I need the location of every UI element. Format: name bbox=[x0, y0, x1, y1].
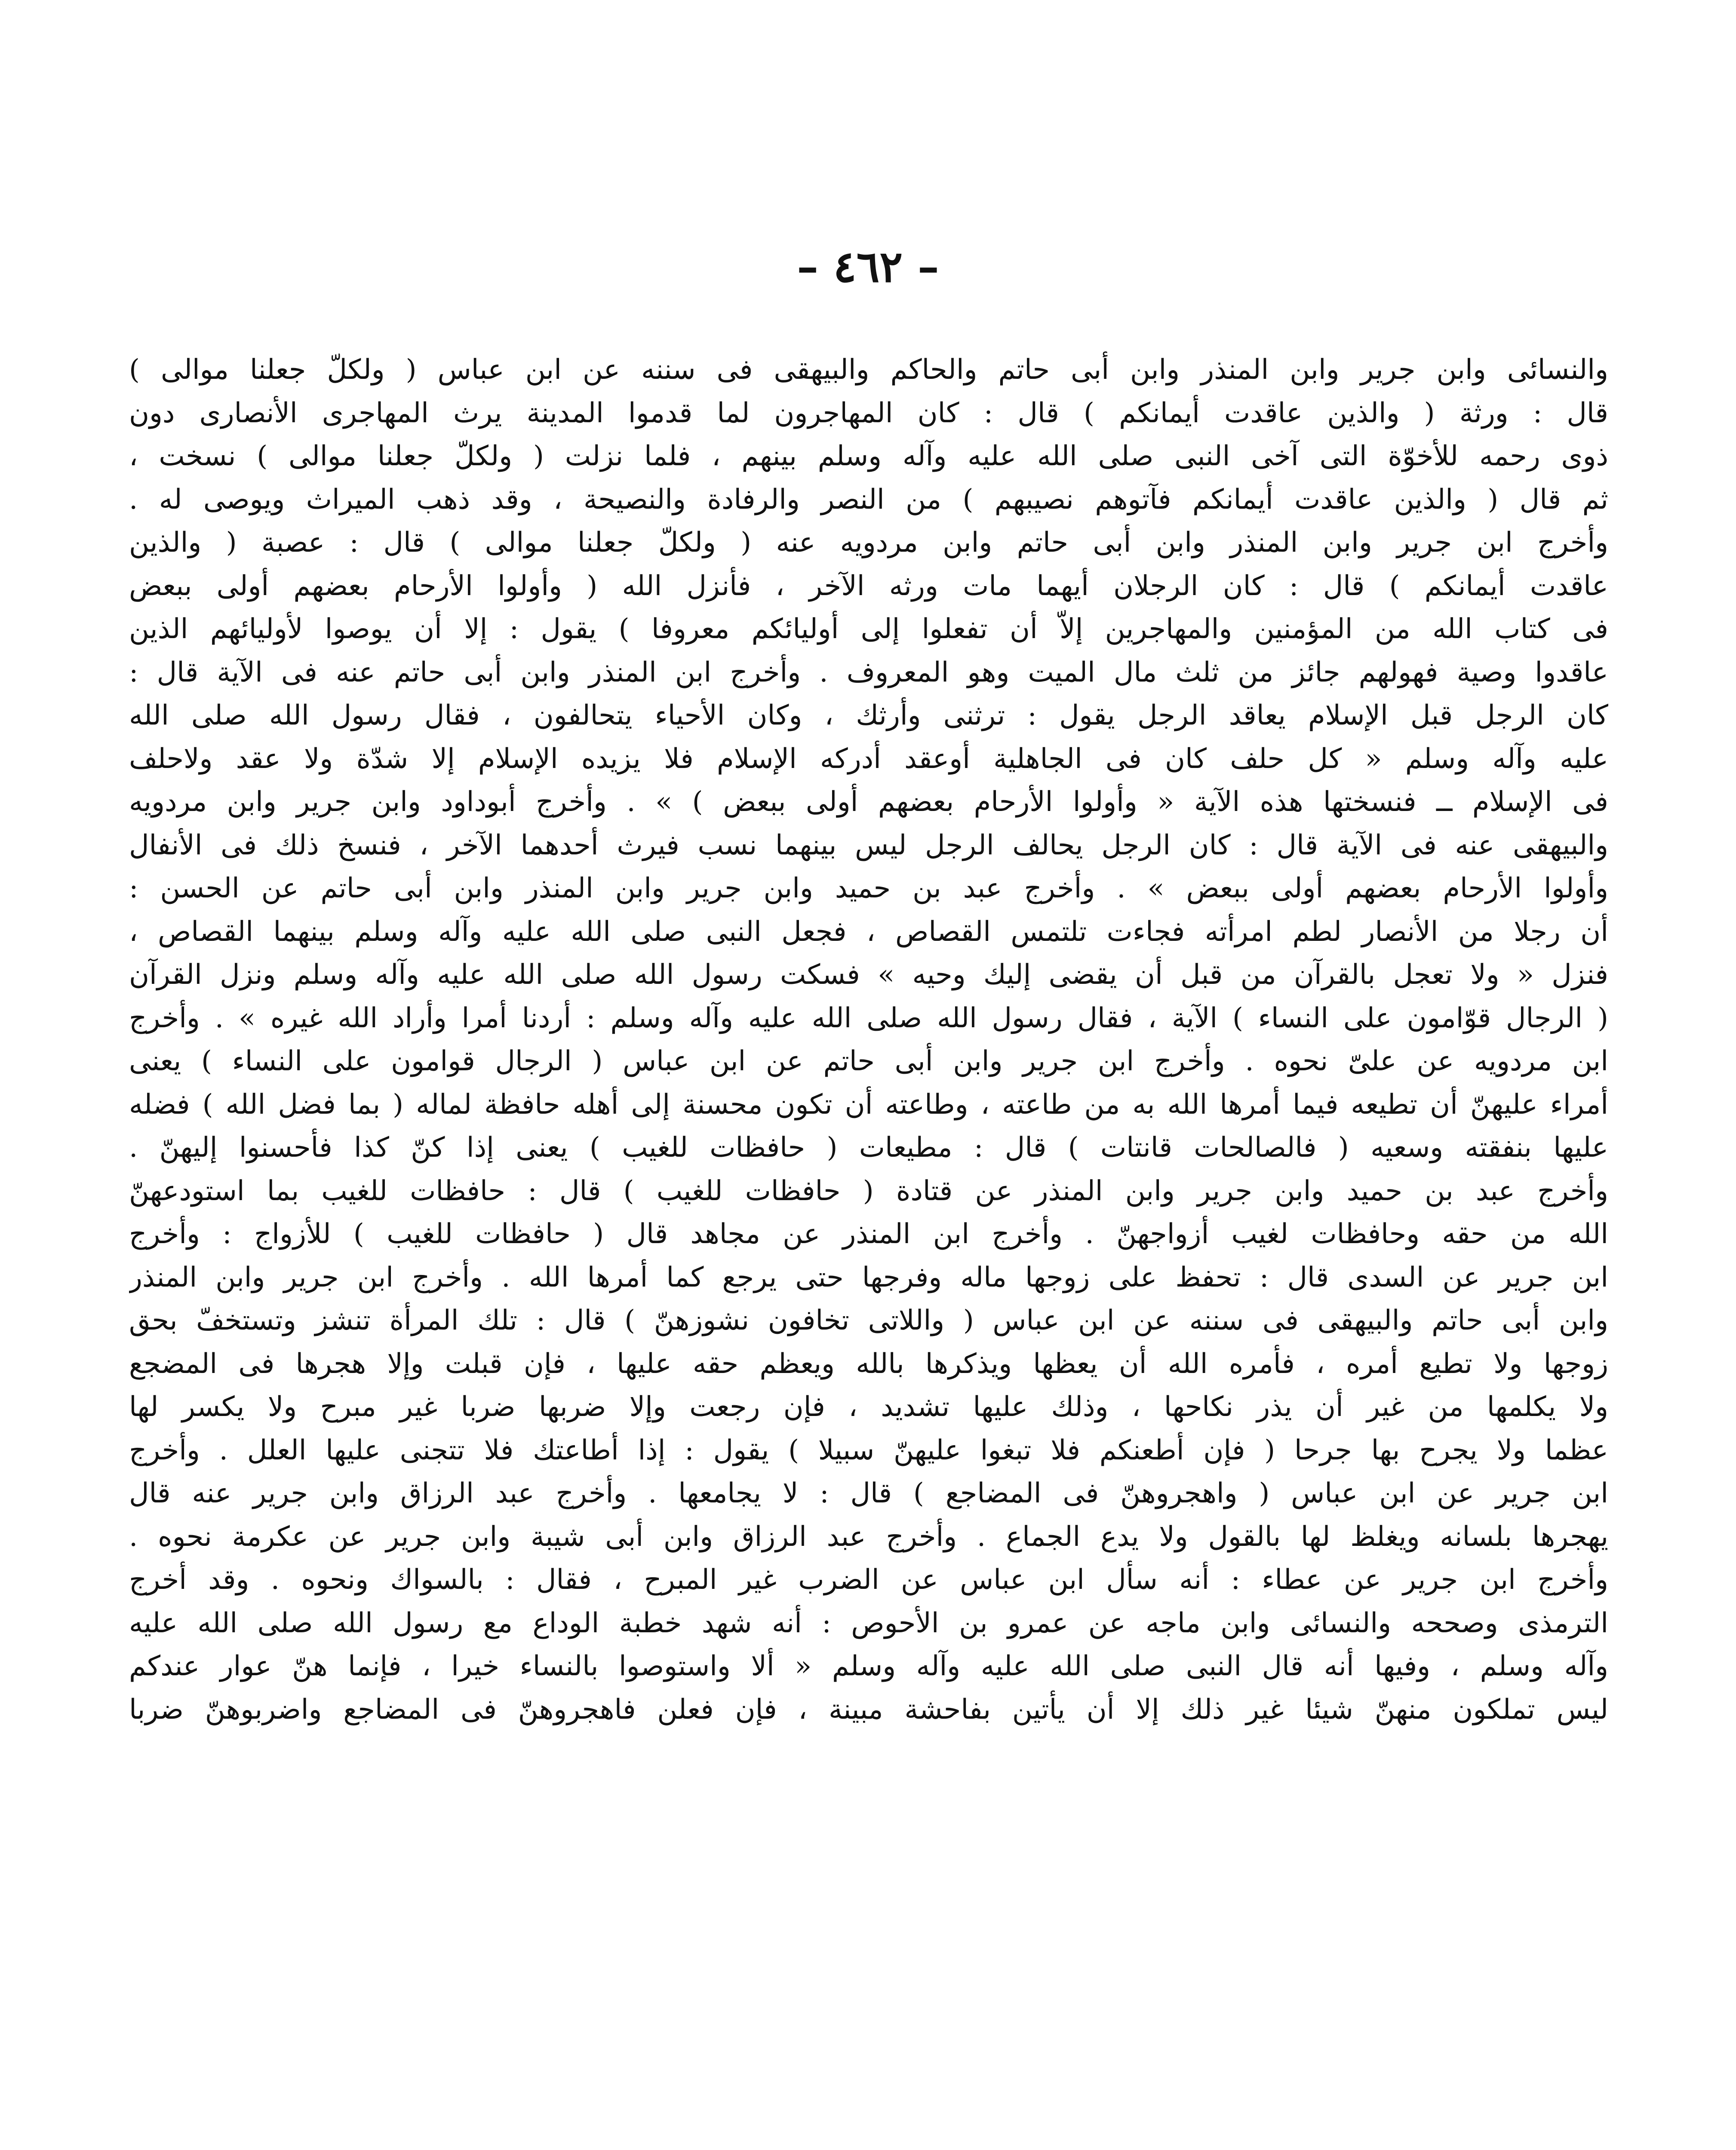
text-line: ليس تملكون منهنّ شيئا غير ذلك إلا أن يأتين بفاحشة مبينة ، فإن فعلن فاهجروهنّ فى المضاجع واضربوهنّ ضربا bbox=[129, 1693, 1608, 1726]
text-line: عاقدت أيمانكم ) قال : كان الرجلان أيهما مات ورثه الآخر ، فأنزل الله ( وأولوا الأرحام بعضهم أولى ببعض bbox=[129, 570, 1608, 602]
text-line: ذوى رحمه للأخوّة التى آخى النبى صلى الله عليه وآله وسلم بينهم ، فلما نزلت ( ولكلّ جعلنا موالى ) نسخت ، bbox=[129, 440, 1608, 472]
text-line: والنسائى وابن جرير وابن المنذر وابن أبى حاتم والحاكم والبيهقى فى سننه عن ابن عباس ( ولكلّ جعلنا موالى ) bbox=[129, 354, 1608, 386]
text-line: ابن مردويه عن علىّ نحوه . وأخرج ابن جرير وابن أبى حاتم عن ابن عباس ( الرجال قوامون على النساء ) يعنى bbox=[129, 1045, 1608, 1077]
text-line: وأخرج ابن جرير عن عطاء : أنه سأل ابن عباس عن الضرب غير المبرح ، فقال : بالسواك ونحوه . وقد أخرج bbox=[129, 1564, 1608, 1596]
body-text bbox=[129, 348, 1608, 2150]
text-line: وأخرج عبد بن حميد وابن جرير وابن المنذر عن قتادة ( حافظات للغيب ) قال : حافظات للغيب بما استودعهنّ bbox=[129, 1175, 1608, 1207]
text-line bbox=[129, 2120, 1608, 2150]
text-line bbox=[129, 1904, 1608, 1947]
text-line: عظما ولا يجرح بها جرحا ( فإن أطعنكم فلا تبغوا عليهنّ سبيلا ) يقول : إذا أطاعتك فلا تتجنى عليها العلل . وأخرج bbox=[129, 1434, 1608, 1466]
text-line bbox=[129, 1990, 1608, 2034]
text-line: وآله وسلم ، وفيها أنه قال النبى صلى الله عليه وآله وسلم « ألا واستوصوا بالنساء خيرا ، فإنما هنّ عوار عندكم bbox=[129, 1650, 1608, 1682]
text-line: وأولوا الأرحام بعضهم أولى ببعض » . وأخرج عبد بن حميد وابن جرير وابن المنذر وابن أبى حاتم عن الحسن : bbox=[129, 872, 1608, 904]
text-line: ( الرجال قوّامون على النساء ) الآية ، فقال رسول الله صلى الله عليه وآله وسلم : أردنا أمرا وأراد الله غيره » . وأخرج bbox=[129, 1002, 1608, 1034]
text-line: قال : ورثة ( والذين عاقدت أيمانكم ) قال : كان المهاجرون لما قدموا المدينة يرث المهاجرى الأنصارى دون bbox=[129, 397, 1608, 429]
text-line: عليه وآله وسلم « كل حلف كان فى الجاهلية أوعقد أدركه الإسلام فلا يزيده الإسلام إلا شدّة ولا عقد ولاحلف bbox=[129, 743, 1608, 775]
text-line: فنزل « ولا تعجل بالقرآن من قبل أن يقضى إليك وحيه » فسكت رسول الله صلى الله عليه وآله وسلم ونزل القرآن bbox=[129, 959, 1608, 991]
text-line: ثم قال ( والذين عاقدت أيمانكم فآتوهم نصيبهم ) من النصر والرفادة والنصيحة ، وقد ذهب الميراث ويوصى له . bbox=[129, 483, 1608, 516]
text-line: والبيهقى عنه فى الآية قال : كان الرجل يحالف الرجل ليس بينهما نسب فيرث أحدهما الآخر ، فنسخ ذلك فى الأنفال bbox=[129, 829, 1608, 861]
text-line bbox=[129, 2034, 1608, 2077]
text-line: أن رجلا من الأنصار لطم امرأته فجاءت تلتمس القصاص ، فجعل النبى صلى الله عليه وآله وسلم بينهما القصاص ، bbox=[129, 915, 1608, 948]
text-line: زوجها ولا تطيع أمره ، فأمره الله أن يعظها ويذكرها بالله ويعظم حقه عليها ، فإن قبلت وإلا هجرها فى المضجع bbox=[129, 1348, 1608, 1380]
text-line bbox=[129, 1731, 1608, 1775]
text-line: ولا يكلمها من غير أن يذر نكاحها ، وذلك عليها تشديد ، فإن رجعت وإلا ضربها ضربا غير مبرح ولا يكسر لها bbox=[129, 1391, 1608, 1423]
text-line: عليها بنفقته وسعيه ( فالصالحات قانتات ) قال : مطيعات ( حافظات للغيب ) يعنى إذا كنّ كذا فأحسنوا إليهنّ . bbox=[129, 1132, 1608, 1164]
text-line: الله من حقه وحافظات لغيب أزواجهنّ . وأخرج ابن المنذر عن مجاهد قال ( حافظات للغيب ) للأزواج : وأخرج bbox=[129, 1218, 1608, 1250]
text-line: فى كتاب الله من المؤمنين والمهاجرين إلاّ أن تفعلوا إلى أوليائكم معروفا ) يقول : إلا أن يوصوا لأوليائهم الذين bbox=[129, 613, 1608, 645]
text-line: يهجرها بلسانه ويغلظ لها بالقول ولا يدع الجماع . وأخرج عبد الرزاق وابن أبى شيبة وابن جرير عن عكرمة نحوه . bbox=[129, 1520, 1608, 1553]
text-line bbox=[129, 1947, 1608, 1991]
text-line: ابن جرير عن ابن عباس ( واهجروهنّ فى المضاجع ) قال : لا يجامعها . وأخرج عبد الرزاق وابن جرير عنه قال bbox=[129, 1477, 1608, 1509]
text-line: عاقدوا وصية فهولهم جائز من ثلث مال الميت وهو المعروف . وأخرج ابن المنذر وابن أبى حاتم عنه فى الآية قال : bbox=[129, 656, 1608, 688]
text-line: كان الرجل قبل الإسلام يعاقد الرجل يقول : ترثنى وأرثك ، وكان الأحياء يتحالفون ، فقال رسول الله صلى الله bbox=[129, 700, 1608, 731]
text-line: الترمذى وصححه والنسائى وابن ماجه عن عمرو بن الأحوص : أنه شهد خطبة الوداع مع رسول الله صلى الله عليه bbox=[129, 1607, 1608, 1639]
text-line bbox=[129, 2077, 1608, 2120]
text-line: وابن أبى حاتم والبيهقى فى سننه عن ابن عباس ( واللاتى تخافون نشوزهنّ ) قال : تلك المرأة تنشز وتستخفّ بحق bbox=[129, 1305, 1608, 1336]
text-line: ابن جرير عن السدى قال : تحفظ على زوجها ماله وفرجها حتى يرجع كما أمرها الله . وأخرج ابن جرير وابن المنذر bbox=[129, 1261, 1608, 1293]
text-line bbox=[129, 1818, 1608, 1861]
page-number: – ٤٦٢ – bbox=[797, 241, 939, 292]
text-line bbox=[129, 1775, 1608, 1818]
text-line: فى الإسلام ــ فنسختها هذه الآية « وأولوا الأرحام بعضهم أولى ببعض ) » . وأخرج أبوداود وابن جرير وابن مردويه bbox=[129, 786, 1608, 818]
text-line: وأخرج ابن جرير وابن المنذر وابن أبى حاتم وابن مردويه عنه ( ولكلّ جعلنا موالى ) قال : عصبة ( والذين bbox=[129, 527, 1608, 559]
text-line bbox=[129, 1861, 1608, 1904]
text-line: أمراء عليهنّ أن تطيعه فيما أمرها الله به من طاعته ، وطاعته أن تكون محسنة إلى أهله حافظة لماله ( بما فضل الله ) فضله bbox=[129, 1088, 1608, 1121]
